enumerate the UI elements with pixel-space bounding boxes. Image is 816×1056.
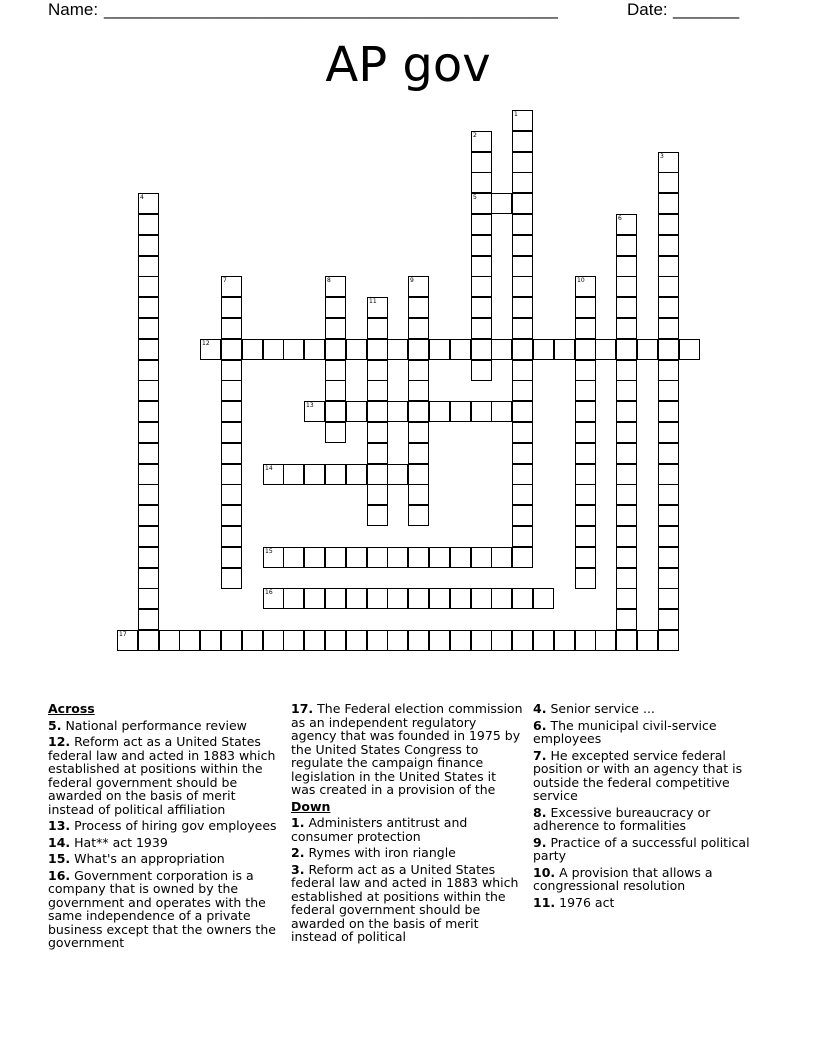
cell-number: 2 [473,132,477,139]
cell-number: 14 [265,465,273,472]
grid-cell[interactable] [575,380,596,401]
grid-cell[interactable] [138,609,159,630]
grid-cell[interactable] [512,360,533,381]
grid-cell[interactable] [304,588,325,609]
grid-cell[interactable] [616,401,637,422]
grid-cell[interactable] [367,443,388,464]
cell-number: 3 [660,153,664,160]
grid-cell[interactable] [533,588,554,609]
cell-number: 13 [306,402,314,409]
clue-across-17: 17. The Federal election commission as an independent regulatory agency that was founded in 1975 by the United States Congress to regulate the campaign finance legislation in the United States it was created in a provision of the [291,701,523,797]
grid-cell[interactable] [221,360,242,381]
grid-cell[interactable] [159,630,180,651]
cell-number: 9 [410,277,414,284]
date-line: _______ [673,0,740,19]
grid-cell[interactable] [346,339,367,360]
grid-cell[interactable] [304,630,325,651]
grid-cell[interactable] [575,547,596,568]
cell-number: 11 [369,298,377,305]
grid-cell[interactable] [325,422,346,443]
grid-cell[interactable] [658,588,679,609]
grid-cell[interactable] [658,256,679,277]
grid-cell[interactable] [595,339,616,360]
clue-across-15: 15. What's an appropriation [48,851,225,866]
grid-cell[interactable] [616,484,637,505]
grid-cell[interactable] [304,339,325,360]
grid-cell[interactable] [575,339,596,360]
grid-cell[interactable] [471,193,492,214]
date-label: Date: [627,0,668,19]
grid-cell[interactable] [200,339,221,360]
grid-cell[interactable] [512,172,533,193]
grid-cell[interactable] [263,630,284,651]
grid-cell[interactable] [491,193,512,214]
grid-cell[interactable] [637,630,658,651]
grid-cell[interactable] [616,339,637,360]
grid-cell[interactable] [179,630,200,651]
grid-cell[interactable] [221,526,242,547]
grid-cell[interactable] [346,547,367,568]
grid-cell[interactable] [471,401,492,422]
grid-cell[interactable] [367,297,388,318]
grid-cell[interactable] [471,318,492,339]
grid-cell[interactable] [575,422,596,443]
grid-cell[interactable] [575,276,596,297]
grid-cell[interactable] [658,630,679,651]
grid-cell[interactable] [221,380,242,401]
grid-cell[interactable] [325,297,346,318]
grid-cell[interactable] [304,401,325,422]
grid-cell[interactable] [138,568,159,589]
grid-cell[interactable] [471,588,492,609]
grid-cell[interactable] [658,505,679,526]
clues-column-1 [48,702,280,953]
grid-cell[interactable] [221,297,242,318]
grid-cell[interactable] [429,339,450,360]
grid-cell[interactable] [221,505,242,526]
grid-cell[interactable] [138,380,159,401]
grid-cell[interactable] [387,339,408,360]
grid-cell[interactable] [512,380,533,401]
grid-cell[interactable] [138,630,159,651]
grid-cell[interactable] [138,484,159,505]
clue-down-7: 7. He excepted service federal position or with an agency that is outside the federal competitive service [533,747,743,803]
grid-cell[interactable] [117,630,138,651]
grid-cell[interactable] [408,276,429,297]
grid-cell[interactable] [512,318,533,339]
grid-cell[interactable] [283,588,304,609]
grid-cell[interactable] [533,630,554,651]
clue-across-12: 12. Reform act as a United States federal law and acted in 1883 which established at positions within the federal government should be awarded on the basis of merit instead of political affiliation [48,734,276,817]
grid-cell[interactable] [346,630,367,651]
name-label: Name: [48,0,99,19]
grid-cell[interactable] [138,235,159,256]
cell-number: 17 [119,631,127,638]
grid-cell[interactable] [221,464,242,485]
grid-cell[interactable] [575,464,596,485]
grid-cell[interactable] [367,380,388,401]
clue-down-4: 4. Senior service ... [533,701,655,716]
grid-cell[interactable] [637,339,658,360]
grid-cell[interactable] [616,609,637,630]
grid-cell[interactable] [616,526,637,547]
grid-cell[interactable] [595,630,616,651]
grid-cell[interactable] [263,339,284,360]
grid-cell[interactable] [200,630,221,651]
down-heading: Down [291,798,331,814]
grid-cell[interactable] [221,547,242,568]
grid-cell[interactable] [616,297,637,318]
grid-cell[interactable] [325,276,346,297]
grid-cell[interactable] [408,630,429,651]
grid-cell[interactable] [616,464,637,485]
grid-cell[interactable] [429,588,450,609]
grid-cell[interactable] [491,630,512,651]
grid-cell[interactable] [242,630,263,651]
grid-cell[interactable] [408,422,429,443]
grid-cell[interactable] [450,588,471,609]
cell-number: 7 [223,277,227,284]
grid-cell[interactable] [658,172,679,193]
grid-cell[interactable] [263,588,284,609]
grid-cell[interactable] [658,276,679,297]
grid-cell[interactable] [658,297,679,318]
grid-cell[interactable] [616,214,637,235]
grid-cell[interactable] [575,630,596,651]
grid-cell[interactable] [367,588,388,609]
grid-cell[interactable] [512,214,533,235]
grid-cell[interactable] [471,360,492,381]
grid-cell[interactable] [616,380,637,401]
clue-across-14: 14. Hat** act 1939 [48,834,168,850]
clues-column-2 [291,702,523,947]
grid-cell[interactable] [471,630,492,651]
grid-cell[interactable] [533,339,554,360]
grid-cell[interactable] [658,568,679,589]
grid-cell[interactable] [304,464,325,485]
grid-cell[interactable] [512,256,533,277]
grid-cell[interactable] [491,588,512,609]
grid-cell[interactable] [616,318,637,339]
clue-down-3: 3. Reform act as a United States federal law and acted in 1883 which established at positions within the federal government should be awarded on the basis of merit instead of political [291,861,519,944]
grid-cell[interactable] [471,172,492,193]
grid-cell[interactable] [367,401,388,422]
clue-down-8: 8. Excessive bureaucracy or adherence to formalities [533,804,711,833]
grid-cell[interactable] [512,505,533,526]
grid-cell[interactable] [367,505,388,526]
grid-cell[interactable] [283,339,304,360]
grid-cell[interactable] [367,630,388,651]
grid-cell[interactable] [471,235,492,256]
cell-number: 12 [202,340,210,347]
grid-cell[interactable] [616,568,637,589]
cell-number: 5 [473,194,477,201]
clue-down-11: 11. 1976 act [533,894,615,910]
grid-cell[interactable] [512,235,533,256]
grid-cell[interactable] [408,547,429,568]
grid-cell[interactable] [304,547,325,568]
grid-cell[interactable] [325,588,346,609]
grid-cell[interactable] [367,360,388,381]
across-heading: Across [48,701,95,716]
grid-cell[interactable] [658,152,679,173]
grid-cell[interactable] [387,464,408,485]
grid-cell[interactable] [450,339,471,360]
grid-cell[interactable] [408,360,429,381]
grid-cell[interactable] [367,464,388,485]
grid-cell[interactable] [616,630,637,651]
grid-cell[interactable] [658,443,679,464]
grid-cell[interactable] [221,443,242,464]
grid-cell[interactable] [138,505,159,526]
grid-cell[interactable] [450,401,471,422]
grid-cell[interactable] [138,256,159,277]
grid-cell[interactable] [221,339,242,360]
grid-cell[interactable] [367,339,388,360]
grid-cell[interactable] [616,276,637,297]
grid-cell[interactable] [512,422,533,443]
grid-cell[interactable] [325,401,346,422]
name-line: ________________________________________________ [104,0,558,19]
grid-cell[interactable] [138,360,159,381]
grid-cell[interactable] [138,547,159,568]
grid-cell[interactable] [450,547,471,568]
grid-cell[interactable] [554,339,575,360]
grid-cell[interactable] [325,547,346,568]
grid-cell[interactable] [221,401,242,422]
clue-down-9: 9. Practice of a successful political party [533,834,750,863]
grid-cell[interactable] [408,380,429,401]
grid-cell[interactable] [658,484,679,505]
clue-down-6: 6. The municipal civil-service employees [533,717,717,746]
grid-cell[interactable] [367,318,388,339]
grid-cell[interactable] [387,547,408,568]
page-title: AP gov [325,37,491,93]
grid-cell[interactable] [138,276,159,297]
grid-cell[interactable] [658,526,679,547]
grid-cell[interactable] [387,588,408,609]
grid-cell[interactable] [325,339,346,360]
cell-number: 15 [265,548,273,555]
grid-cell[interactable] [138,422,159,443]
clue-across-13: 13. Process of hiring gov employees [48,818,277,833]
grid-cell[interactable] [221,484,242,505]
grid-cell[interactable] [658,401,679,422]
grid-cell[interactable] [242,339,263,360]
grid-cell[interactable] [658,464,679,485]
grid-cell[interactable] [387,630,408,651]
grid-cell[interactable] [138,318,159,339]
grid-cell[interactable] [575,297,596,318]
grid-cell[interactable] [575,360,596,381]
grid-cell[interactable] [325,380,346,401]
grid-cell[interactable] [512,630,533,651]
grid-cell[interactable] [512,526,533,547]
cell-number: 8 [327,277,331,284]
grid-cell[interactable] [346,588,367,609]
grid-cell[interactable] [471,131,492,152]
grid-cell[interactable] [616,422,637,443]
grid-cell[interactable] [658,235,679,256]
grid-cell[interactable] [575,526,596,547]
cell-number: 6 [618,215,622,222]
grid-cell[interactable] [408,484,429,505]
clues-column-3 [533,702,765,912]
grid-cell[interactable] [512,110,533,131]
grid-cell[interactable] [221,318,242,339]
grid-cell[interactable] [408,464,429,485]
grid-cell[interactable] [491,339,512,360]
grid-cell[interactable] [138,526,159,547]
grid-cell[interactable] [575,401,596,422]
grid-cell[interactable] [512,152,533,173]
grid-cell[interactable] [408,505,429,526]
grid-cell[interactable] [658,360,679,381]
grid-cell[interactable] [512,547,533,568]
grid-cell[interactable] [658,318,679,339]
grid-cell[interactable] [408,588,429,609]
grid-cell[interactable] [471,276,492,297]
grid-cell[interactable] [554,630,575,651]
grid-cell[interactable] [471,214,492,235]
grid-cell[interactable] [221,276,242,297]
cell-number: 16 [265,589,273,596]
grid-cell[interactable] [325,318,346,339]
grid-cell[interactable] [658,339,679,360]
grid-cell[interactable] [450,630,471,651]
grid-cell[interactable] [679,339,700,360]
grid-cell[interactable] [512,131,533,152]
grid-cell[interactable] [512,464,533,485]
grid-cell[interactable] [367,547,388,568]
grid-cell[interactable] [325,464,346,485]
grid-cell[interactable] [512,443,533,464]
grid-cell[interactable] [429,630,450,651]
grid-cell[interactable] [491,401,512,422]
grid-cell[interactable] [408,318,429,339]
grid-cell[interactable] [283,630,304,651]
grid-cell[interactable] [616,256,637,277]
grid-cell[interactable] [512,484,533,505]
grid-cell[interactable] [575,443,596,464]
grid-cell[interactable] [387,401,408,422]
grid-cell[interactable] [658,422,679,443]
grid-cell[interactable] [138,443,159,464]
grid-cell[interactable] [138,464,159,485]
grid-cell[interactable] [263,547,284,568]
grid-cell[interactable] [512,297,533,318]
grid-cell[interactable] [263,464,284,485]
cell-number: 10 [577,277,585,284]
grid-cell[interactable] [616,360,637,381]
grid-cell[interactable] [658,193,679,214]
grid-cell[interactable] [471,339,492,360]
grid-cell[interactable] [221,422,242,443]
grid-cell[interactable] [429,401,450,422]
clue-down-2: 2. Rymes with iron riangle [291,845,456,860]
grid-cell[interactable] [616,235,637,256]
grid-cell[interactable] [408,297,429,318]
grid-cell[interactable] [138,401,159,422]
grid-cell[interactable] [221,630,242,651]
cell-number: 4 [140,194,144,201]
grid-cell[interactable] [512,276,533,297]
grid-cell[interactable] [512,401,533,422]
grid-cell[interactable] [658,214,679,235]
grid-cell[interactable] [575,568,596,589]
grid-cell[interactable] [575,318,596,339]
grid-cell[interactable] [429,547,450,568]
grid-cell[interactable] [325,360,346,381]
grid-cell[interactable] [367,422,388,443]
grid-cell[interactable] [512,193,533,214]
grid-cell[interactable] [575,484,596,505]
grid-cell[interactable] [138,588,159,609]
grid-cell[interactable] [491,547,512,568]
grid-cell[interactable] [346,401,367,422]
grid-cell[interactable] [616,547,637,568]
grid-cell[interactable] [658,380,679,401]
grid-cell[interactable] [616,505,637,526]
grid-cell[interactable] [138,297,159,318]
grid-cell[interactable] [408,339,429,360]
clue-down-10: 10. A provision that allows a congressional resolution [533,864,713,893]
grid-cell[interactable] [221,568,242,589]
clue-across-5: 5. National performance review [48,717,247,733]
grid-cell[interactable] [325,630,346,651]
cell-number: 1 [514,111,518,118]
grid-cell[interactable] [138,193,159,214]
grid-cell[interactable] [367,484,388,505]
grid-cell[interactable] [138,339,159,360]
grid-cell[interactable] [512,588,533,609]
grid-cell[interactable] [658,609,679,630]
grid-cell[interactable] [471,297,492,318]
clue-down-1: 1. Administers antitrust and consumer protection [291,815,468,844]
grid-cell[interactable] [658,547,679,568]
grid-cell[interactable] [471,152,492,173]
grid-cell[interactable] [471,547,492,568]
clue-across-16: 16. Government corporation is a company that is owned by the government and operates with the same independence of a private business except that the owners the government [48,867,276,950]
grid-cell[interactable] [471,256,492,277]
grid-cell[interactable] [346,464,367,485]
grid-cell[interactable] [283,547,304,568]
grid-cell[interactable] [138,214,159,235]
grid-cell[interactable] [512,339,533,360]
grid-cell[interactable] [616,443,637,464]
grid-cell[interactable] [616,588,637,609]
grid-cell[interactable] [575,505,596,526]
grid-cell[interactable] [408,401,429,422]
grid-cell[interactable] [283,464,304,485]
grid-cell[interactable] [408,443,429,464]
